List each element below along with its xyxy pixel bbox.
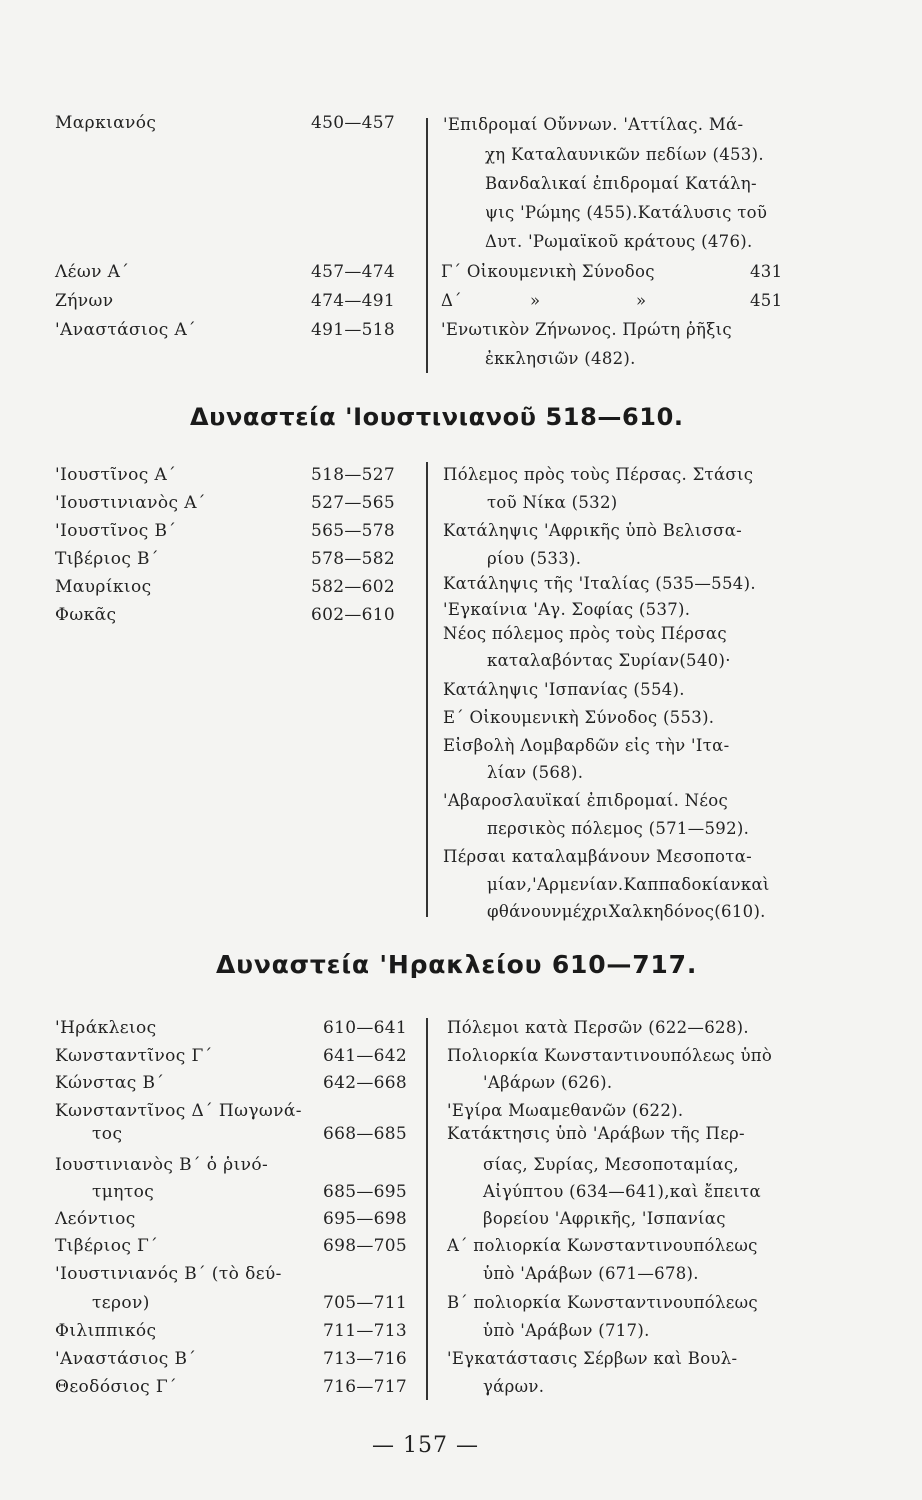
event-line: μίαν,'Αρμενίαν.Καππαδοκίανκαὶ — [487, 875, 770, 894]
council-year: 431 — [750, 262, 783, 281]
event-line: φθάνουνμέχριΧαλκηδόνος(610). — [487, 902, 766, 921]
event-line: 'Αβαροσλαυϊκαί ἐπιδρομαί. Νέος — [443, 791, 729, 810]
emperor-name: 'Ιουστινιανός Β΄ (τὸ δεύ- — [55, 1264, 282, 1284]
event-line: ὑπὸ 'Αράβων (717). — [483, 1321, 650, 1340]
reign-years: 705—711 — [323, 1293, 407, 1313]
reign-years: 642—668 — [323, 1073, 407, 1093]
emperor-name: Κώνστας Β΄ — [55, 1073, 165, 1093]
emperor-name: Κωνσταντῖνος Δ΄ Πωγωνά- — [55, 1101, 302, 1121]
event-line: Εἰσβολὴ Λομβαρδῶν εἰς τὴν 'Ιτα- — [443, 736, 730, 755]
reign-years: 518—527 — [311, 465, 395, 485]
emperor-name: Μαυρίκιος — [55, 577, 152, 597]
dynasty-heading-justinian: Δυναστεία 'Ιουστινιανοῦ 518—610. — [190, 403, 684, 431]
emperor-name: Θεοδόσιος Γ΄ — [55, 1377, 177, 1397]
event-line: 'Εγκατάστασις Σέρβων καὶ Βουλ- — [447, 1349, 738, 1368]
page-number: — 157 — — [372, 1433, 479, 1458]
event-line: 'Αβάρων (626). — [483, 1073, 613, 1092]
event-line: Κατάληψις 'Αφρικῆς ὑπὸ Βελισσα- — [443, 521, 743, 540]
ditto-mark: » — [636, 291, 647, 310]
reign-years: 565—578 — [311, 521, 395, 541]
emperor-name: 'Ιουστινιανὸς Α΄ — [55, 493, 206, 513]
column-divider — [426, 462, 428, 917]
event-line: Πολιορκία Κωνσταντινουπόλεως ὑπὸ — [447, 1046, 773, 1065]
event-line: ἐκκλησιῶν (482). — [485, 349, 636, 368]
event-line: Βανδαλικαί ἐπιδρομαί Κατάλη- — [485, 174, 757, 193]
emperor-name: Μαρκιανός — [55, 113, 157, 133]
event-line: λίαν (568). — [487, 763, 584, 782]
emperor-name: Τιβέριος Β΄ — [55, 549, 159, 569]
emperor-name: τος — [92, 1124, 123, 1144]
reign-years: 610—641 — [323, 1018, 407, 1038]
event-line: Κατάληψις τῆς 'Ιταλίας (535—554). — [443, 574, 756, 593]
emperor-name: 'Ιουστῖνος Α΄ — [55, 465, 177, 485]
emperor-name: Φιλιππικός — [55, 1321, 157, 1341]
event-line: 'Εγίρα Μωαμεθανῶν (622). — [447, 1101, 684, 1120]
reign-years: 474—491 — [311, 291, 395, 311]
event-line: σίας, Συρίας, Μεσοποταμίας, — [483, 1155, 739, 1174]
event-line: 'Ενωτικὸν Ζήνωνος. Πρώτη ῥῆξις — [441, 320, 732, 339]
reign-years: 641—642 — [323, 1046, 407, 1066]
emperor-name: Φωκᾶς — [55, 605, 117, 625]
reign-years: 582—602 — [311, 577, 395, 597]
event-line: Πόλεμοι κατὰ Περσῶν (622—628). — [447, 1018, 749, 1037]
emperor-name: Τιβέριος Γ΄ — [55, 1236, 159, 1256]
dynasty-heading-heraclius: Δυναστεία 'Ηρακλείου 610—717. — [216, 950, 698, 979]
council-year: 451 — [750, 291, 783, 310]
emperor-name: τμητος — [92, 1182, 155, 1202]
event-line: Α΄ πολιορκία Κωνσταντινουπόλεως — [447, 1236, 758, 1255]
emperor-name: Ιουστινιανὸς Β΄ ὁ ῥινό- — [55, 1155, 269, 1175]
emperor-name: 'Αναστάσιος Β΄ — [55, 1349, 197, 1369]
reign-years: 711—713 — [323, 1321, 407, 1341]
event-line: καταλαβόντας Συρίαν(540)· — [487, 651, 731, 670]
event-line: 'Εγκαίνια 'Αγ. Σοφίας (537). — [443, 600, 691, 619]
emperor-name: Λέων Α΄ — [55, 262, 130, 282]
event-line: χη Καταλαυνικῶν πεδίων (453). — [485, 145, 764, 164]
emperor-name: Κωνσταντῖνος Γ΄ — [55, 1046, 213, 1066]
event-line: Ε΄ Οἰκουμενικὴ Σύνοδος (553). — [443, 708, 715, 727]
event-line: ψις 'Ρώμης (455).Κατάλυσις τοῦ — [485, 203, 768, 222]
emperor-name: 'Αναστάσιος Α΄ — [55, 320, 197, 340]
column-divider — [426, 1018, 428, 1400]
reign-years: 491—518 — [311, 320, 395, 340]
reign-years: 695—698 — [323, 1209, 407, 1229]
reign-years: 450—457 — [311, 113, 395, 133]
event-line: ρίου (533). — [487, 549, 582, 568]
reign-years: 602—610 — [311, 605, 395, 625]
event-line: Γ΄ Οἰκουμενικὴ Σύνοδος — [441, 262, 655, 281]
reign-years: 685—695 — [323, 1182, 407, 1202]
reign-years: 578—582 — [311, 549, 395, 569]
event-line: 'Επιδρομαί Οὔννων. 'Αττίλας. Μά- — [443, 115, 744, 134]
event-line: Πέρσαι καταλαμβάνουν Μεσοποτα- — [443, 847, 753, 866]
event-line: γάρων. — [483, 1377, 545, 1396]
emperor-name: 'Ηράκλειος — [55, 1018, 157, 1038]
event-line: τοῦ Νίκα (532) — [487, 493, 618, 512]
event-line: Δυτ. 'Ρωμαϊκοῦ κράτους (476). — [485, 232, 753, 251]
reign-years: 527—565 — [311, 493, 395, 513]
event-line: Β΄ πολιορκία Κωνσταντινουπόλεως — [447, 1293, 758, 1312]
emperor-name: 'Ιουστῖνος Β΄ — [55, 521, 177, 541]
emperor-name: τερον) — [92, 1293, 150, 1313]
event-line: Πόλεμος πρὸς τοὺς Πέρσας. Στάσις — [443, 465, 754, 484]
reign-years: 668—685 — [323, 1124, 407, 1144]
event-line: Νέος πόλεμος πρὸς τοὺς Πέρσας — [443, 624, 727, 643]
reign-years: 716—717 — [323, 1377, 407, 1397]
event-line: Δ΄ — [441, 291, 462, 310]
event-line: Αἰγύπτου (634—641),καὶ ἔπειτα — [483, 1182, 761, 1201]
emperor-name: Λεόντιος — [55, 1209, 136, 1229]
reign-years: 713—716 — [323, 1349, 407, 1369]
emperor-name: Ζήνων — [55, 291, 114, 311]
ditto-mark: » — [530, 291, 541, 310]
event-line: βορείου 'Αφρικῆς, 'Ισπανίας — [483, 1209, 726, 1228]
event-line: περσικὸς πόλεμος (571—592). — [487, 819, 750, 838]
event-line: Κατάκτησις ὑπὸ 'Αράβων τῆς Περ- — [447, 1124, 745, 1143]
event-line: Κατάληψις 'Ισπανίας (554). — [443, 680, 685, 699]
reign-years: 698—705 — [323, 1236, 407, 1256]
event-line: ὑπὸ 'Αράβων (671—678). — [483, 1264, 699, 1283]
column-divider — [426, 118, 428, 373]
reign-years: 457—474 — [311, 262, 395, 282]
